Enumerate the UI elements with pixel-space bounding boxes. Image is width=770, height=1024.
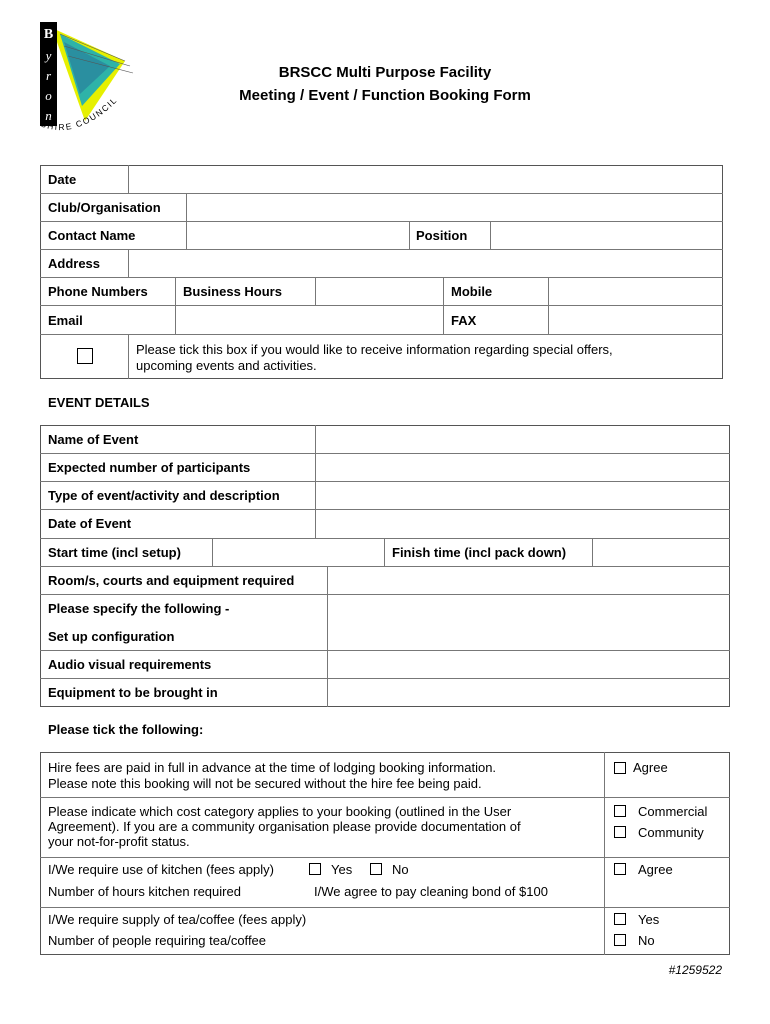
label-phone-numbers: Phone Numbers bbox=[48, 284, 148, 299]
label-audio-visual: Audio visual requirements bbox=[48, 657, 212, 672]
setup-configuration-input[interactable] bbox=[329, 596, 727, 648]
label-start-time: Start time (incl setup) bbox=[48, 545, 181, 560]
label-fax: FAX bbox=[451, 313, 477, 328]
form-title-line1: BRSCC Multi Purpose Facility bbox=[278, 64, 492, 81]
special-offers-checkbox[interactable] bbox=[77, 348, 93, 364]
equipment-brought-in-input[interactable] bbox=[329, 680, 727, 705]
hire-fees-text-line1: Hire fees are paid in full in advance at the time of lodging booking information. bbox=[48, 760, 497, 775]
community-checkbox[interactable] bbox=[614, 826, 626, 838]
label-mobile: Mobile bbox=[451, 284, 493, 299]
event-type-input[interactable] bbox=[317, 483, 727, 507]
label-event-type: Type of event/activity and description bbox=[48, 488, 280, 503]
position-input[interactable] bbox=[492, 223, 720, 247]
byron-shire-council-logo bbox=[30, 16, 145, 141]
label-name-of-event: Name of Event bbox=[48, 432, 139, 447]
label-email: Email bbox=[48, 313, 83, 328]
kitchen-agree-label: Agree bbox=[638, 862, 673, 877]
logo-letter-r: r bbox=[45, 68, 52, 83]
rooms-courts-equipment-input[interactable] bbox=[329, 568, 727, 592]
label-setup-configuration: Set up configuration bbox=[48, 629, 175, 644]
label-contact-name: Contact Name bbox=[48, 228, 136, 243]
label-date: Date bbox=[48, 172, 77, 187]
address-input[interactable] bbox=[130, 251, 720, 275]
logo-letter-o: o bbox=[45, 88, 52, 103]
mobile-input[interactable] bbox=[550, 279, 720, 303]
label-business-hours: Business Hours bbox=[183, 284, 282, 299]
kitchen-hours-text: Number of hours kitchen required bbox=[48, 884, 241, 899]
label-position: Position bbox=[416, 228, 468, 243]
label-equipment-brought-in: Equipment to be brought in bbox=[48, 685, 218, 700]
email-input[interactable] bbox=[177, 307, 440, 332]
label-finish-time: Finish time (incl pack down) bbox=[392, 545, 567, 560]
label-club-organisation: Club/Organisation bbox=[48, 200, 161, 215]
special-offers-text-line1: Please tick this box if you would like to receive information regarding special offers, bbox=[136, 342, 613, 357]
hire-fees-agree-label: Agree bbox=[633, 760, 668, 775]
label-date-of-event: Date of Event bbox=[48, 516, 132, 531]
kitchen-yes-checkbox[interactable] bbox=[309, 863, 321, 875]
finish-time-input[interactable] bbox=[594, 540, 727, 564]
name-of-event-input[interactable] bbox=[317, 427, 727, 451]
tea-coffee-people-text: Number of people requiring tea/coffee bbox=[48, 933, 267, 948]
special-offers-text-line2: upcoming events and activities. bbox=[136, 358, 317, 373]
kitchen-no-label: No bbox=[392, 862, 409, 877]
kitchen-text: I/We require use of kitchen (fees apply) bbox=[48, 862, 274, 877]
hire-fees-agree-checkbox[interactable] bbox=[614, 762, 626, 774]
cost-category-text-line2: Agreement). If you are a community organisation please provide documentation of bbox=[48, 819, 521, 834]
business-hours-input[interactable] bbox=[317, 279, 440, 303]
logo-letter-b: B bbox=[43, 27, 54, 42]
start-time-input[interactable] bbox=[214, 540, 382, 564]
cost-category-text-line3: your not-for-profit status. bbox=[48, 834, 190, 849]
kitchen-yes-label: Yes bbox=[331, 862, 353, 877]
label-expected-participants: Expected number of participants bbox=[48, 460, 251, 475]
document-id: #1259522 bbox=[668, 963, 722, 977]
tea-coffee-text: I/We require supply of tea/coffee (fees apply) bbox=[48, 912, 307, 927]
logo-letter-n: n bbox=[45, 108, 52, 123]
tick-heading: Please tick the following: bbox=[48, 722, 204, 737]
logo-letter-y: y bbox=[45, 48, 52, 63]
commercial-label: Commercial bbox=[638, 804, 708, 819]
hire-fees-text-line2: Please note this booking will not be secured without the hire fee being paid. bbox=[48, 776, 482, 791]
kitchen-agree-checkbox[interactable] bbox=[614, 863, 626, 875]
label-rooms-courts-equipment: Room/s, courts and equipment required bbox=[48, 573, 295, 588]
club-organisation-input[interactable] bbox=[188, 195, 720, 219]
tea-coffee-yes-label: Yes bbox=[638, 912, 660, 927]
logo-arc-text: SHIRE COUNCIL bbox=[39, 94, 120, 133]
commercial-checkbox[interactable] bbox=[614, 805, 626, 817]
community-label: Community bbox=[638, 825, 704, 840]
expected-participants-input[interactable] bbox=[317, 455, 727, 479]
kitchen-no-checkbox[interactable] bbox=[370, 863, 382, 875]
event-details-heading: EVENT DETAILS bbox=[48, 395, 150, 410]
audio-visual-input[interactable] bbox=[329, 652, 727, 676]
tea-coffee-no-checkbox[interactable] bbox=[614, 934, 626, 946]
contact-name-input[interactable] bbox=[188, 223, 406, 247]
tea-coffee-no-label: No bbox=[638, 933, 655, 948]
cleaning-bond-text: I/We agree to pay cleaning bond of $100 bbox=[314, 884, 548, 899]
date-of-event-input[interactable] bbox=[317, 511, 727, 536]
label-address: Address bbox=[48, 256, 101, 271]
tea-coffee-yes-checkbox[interactable] bbox=[614, 913, 626, 925]
form-title-line2: Meeting / Event / Function Booking Form bbox=[239, 87, 531, 104]
date-input[interactable] bbox=[130, 167, 720, 191]
cost-category-text-line1: Please indicate which cost category applies to your booking (outlined in the User bbox=[48, 804, 512, 819]
label-please-specify: Please specify the following - bbox=[48, 601, 230, 616]
fax-input[interactable] bbox=[550, 307, 720, 332]
